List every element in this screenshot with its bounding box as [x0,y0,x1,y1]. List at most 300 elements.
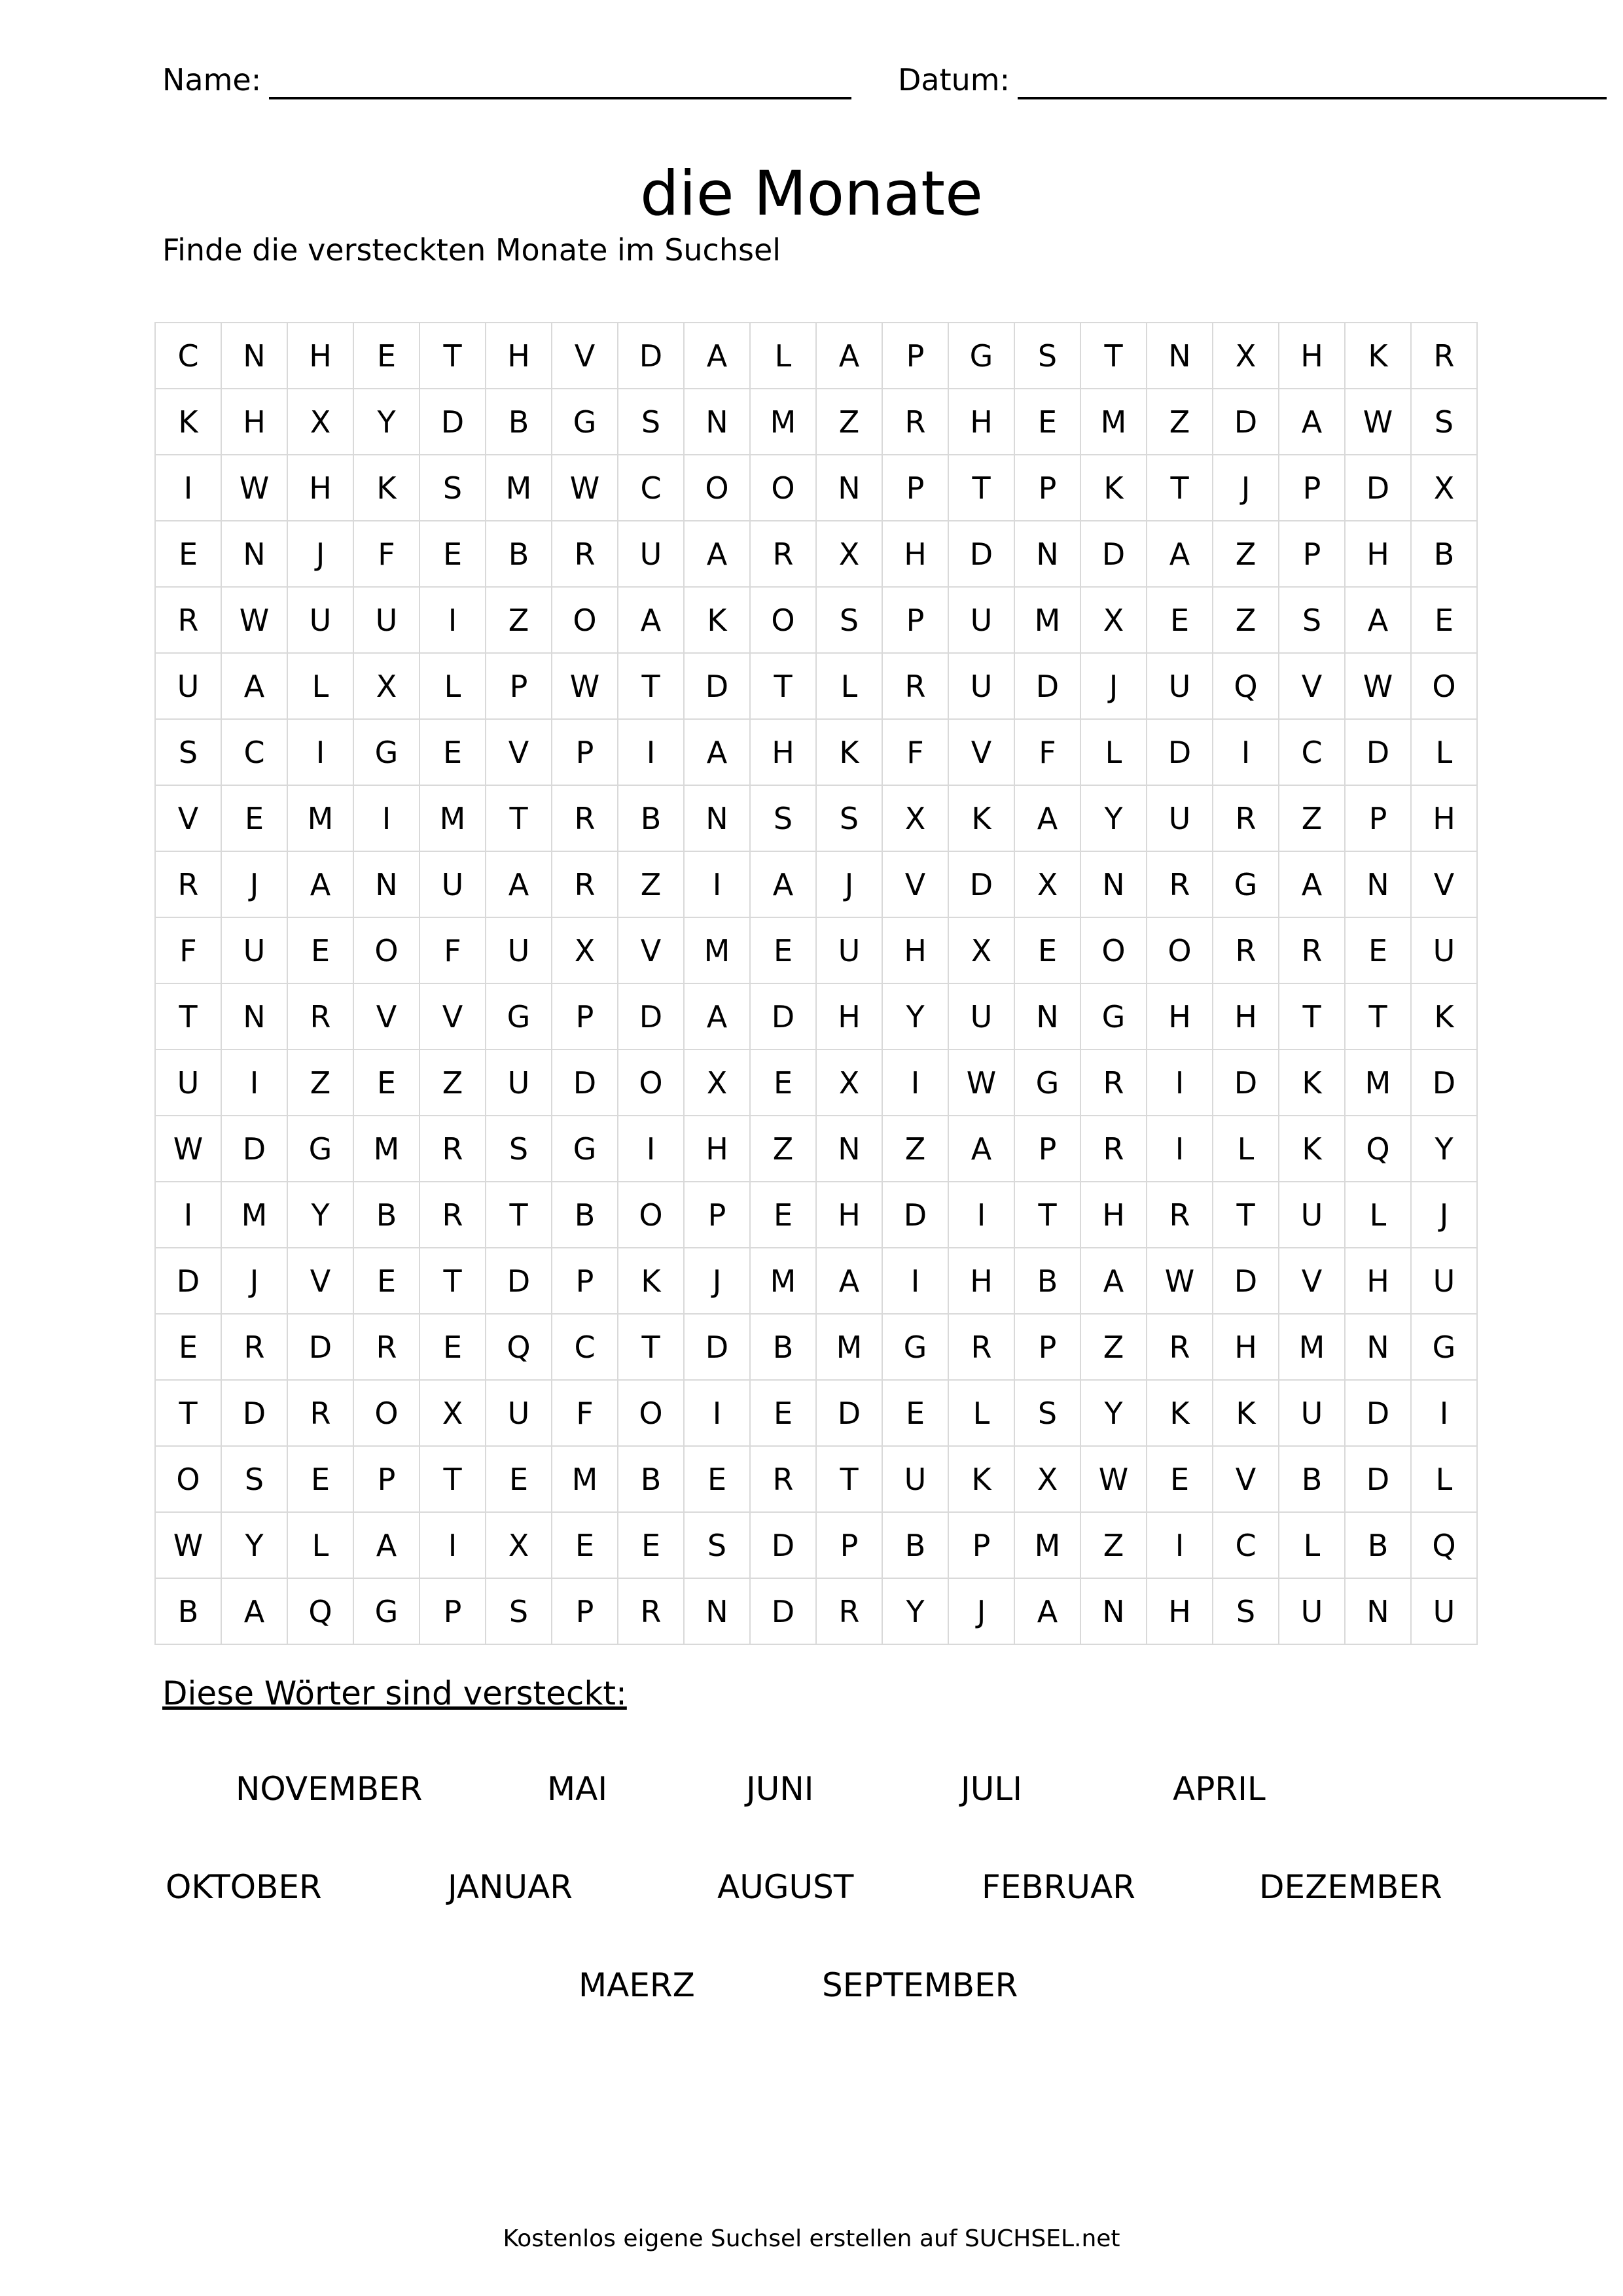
grid-cell[interactable]: A [221,1578,287,1644]
grid-cell[interactable]: N [1080,851,1147,917]
grid-cell[interactable]: U [221,917,287,983]
grid-cell[interactable]: Q [486,1314,552,1380]
grid-cell[interactable]: D [1345,719,1411,785]
grid-cell[interactable]: N [221,323,287,389]
grid-cell[interactable]: N [1147,323,1213,389]
grid-cell[interactable]: X [353,653,419,719]
grid-cell[interactable]: T [1213,1182,1279,1248]
grid-cell[interactable]: C [1279,719,1345,785]
grid-cell[interactable]: E [750,1380,816,1446]
grid-cell[interactable]: M [750,389,816,455]
grid-cell[interactable]: P [1014,1116,1080,1182]
grid-cell[interactable]: H [750,719,816,785]
grid-cell[interactable]: H [1213,1314,1279,1380]
grid-cell[interactable]: G [353,719,419,785]
grid-cell[interactable]: N [1345,1314,1411,1380]
grid-cell[interactable]: R [155,587,221,653]
grid-cell[interactable]: I [1213,719,1279,785]
grid-cell[interactable]: R [552,785,618,851]
grid-cell[interactable]: D [618,983,684,1050]
grid-cell[interactable]: P [882,455,948,521]
grid-cell[interactable]: K [1345,323,1411,389]
grid-cell[interactable]: S [155,719,221,785]
grid-cell[interactable]: L [287,1512,353,1578]
grid-cell[interactable]: E [486,1446,552,1512]
grid-cell[interactable]: E [419,1314,486,1380]
grid-cell[interactable]: H [816,983,882,1050]
grid-cell[interactable]: X [552,917,618,983]
grid-cell[interactable]: J [221,851,287,917]
grid-cell[interactable]: T [1014,1182,1080,1248]
grid-cell[interactable]: K [816,719,882,785]
grid-cell[interactable]: D [552,1050,618,1116]
grid-cell[interactable]: I [618,719,684,785]
grid-cell[interactable]: R [552,851,618,917]
grid-cell[interactable]: E [155,1314,221,1380]
grid-cell[interactable]: B [1411,521,1477,587]
grid-cell[interactable]: U [1411,1578,1477,1644]
grid-cell[interactable]: Y [882,1578,948,1644]
grid-cell[interactable]: L [1345,1182,1411,1248]
grid-cell[interactable]: D [816,1380,882,1446]
grid-cell[interactable]: T [1345,983,1411,1050]
grid-cell[interactable]: D [882,1182,948,1248]
grid-cell[interactable]: G [1411,1314,1477,1380]
grid-cell[interactable]: H [287,455,353,521]
grid-cell[interactable]: Z [486,587,552,653]
grid-cell[interactable]: I [155,455,221,521]
grid-cell[interactable]: K [948,785,1014,851]
grid-cell[interactable]: E [750,1182,816,1248]
grid-cell[interactable]: E [353,1050,419,1116]
grid-cell[interactable]: B [618,785,684,851]
grid-cell[interactable]: U [353,587,419,653]
grid-cell[interactable]: R [816,1578,882,1644]
grid-cell[interactable]: M [221,1182,287,1248]
grid-cell[interactable]: Z [1279,785,1345,851]
grid-cell[interactable]: W [155,1116,221,1182]
grid-cell[interactable]: E [1147,1446,1213,1512]
grid-cell[interactable]: H [287,323,353,389]
grid-cell[interactable]: W [221,455,287,521]
grid-cell[interactable]: S [1213,1578,1279,1644]
grid-cell[interactable]: W [1080,1446,1147,1512]
grid-cell[interactable]: J [287,521,353,587]
grid-cell[interactable]: S [816,785,882,851]
grid-cell[interactable]: W [155,1512,221,1578]
grid-cell[interactable]: X [684,1050,750,1116]
grid-cell[interactable]: E [552,1512,618,1578]
grid-cell[interactable]: R [948,1314,1014,1380]
grid-cell[interactable]: G [1213,851,1279,917]
grid-cell[interactable]: M [1345,1050,1411,1116]
grid-cell[interactable]: D [750,1578,816,1644]
grid-cell[interactable]: I [287,719,353,785]
grid-cell[interactable]: D [419,389,486,455]
grid-cell[interactable]: C [552,1314,618,1380]
grid-cell[interactable]: U [948,983,1014,1050]
grid-cell[interactable]: P [552,719,618,785]
grid-cell[interactable]: A [684,323,750,389]
grid-cell[interactable]: W [1345,653,1411,719]
grid-cell[interactable]: X [287,389,353,455]
grid-cell[interactable]: Z [287,1050,353,1116]
grid-cell[interactable]: A [684,983,750,1050]
grid-cell[interactable]: L [1411,1446,1477,1512]
grid-cell[interactable]: P [552,983,618,1050]
grid-cell[interactable]: D [1147,719,1213,785]
grid-cell[interactable]: U [948,587,1014,653]
grid-cell[interactable]: R [1411,323,1477,389]
grid-cell[interactable]: A [618,587,684,653]
grid-cell[interactable]: I [1411,1380,1477,1446]
grid-cell[interactable]: R [155,851,221,917]
grid-cell[interactable]: Y [1411,1116,1477,1182]
grid-cell[interactable]: T [948,455,1014,521]
grid-cell[interactable]: D [221,1116,287,1182]
grid-cell[interactable]: Z [1213,521,1279,587]
grid-cell[interactable]: A [221,653,287,719]
grid-cell[interactable]: H [1411,785,1477,851]
grid-cell[interactable]: P [882,323,948,389]
grid-cell[interactable]: S [816,587,882,653]
grid-cell[interactable]: M [816,1314,882,1380]
grid-cell[interactable]: N [1345,1578,1411,1644]
grid-cell[interactable]: S [419,455,486,521]
grid-cell[interactable]: M [1014,1512,1080,1578]
grid-cell[interactable]: D [750,983,816,1050]
grid-cell[interactable]: S [1014,1380,1080,1446]
grid-cell[interactable]: O [552,587,618,653]
grid-cell[interactable]: R [882,653,948,719]
grid-cell[interactable]: N [221,521,287,587]
grid-cell[interactable]: V [155,785,221,851]
grid-cell[interactable]: P [552,1248,618,1314]
grid-cell[interactable]: T [1147,455,1213,521]
grid-cell[interactable]: K [618,1248,684,1314]
grid-cell[interactable]: M [419,785,486,851]
grid-cell[interactable]: R [1080,1116,1147,1182]
grid-cell[interactable]: P [1279,455,1345,521]
grid-cell[interactable]: M [750,1248,816,1314]
grid-cell[interactable]: V [287,1248,353,1314]
grid-cell[interactable]: A [1147,521,1213,587]
grid-cell[interactable]: O [1147,917,1213,983]
grid-cell[interactable]: H [948,1248,1014,1314]
grid-cell[interactable]: M [486,455,552,521]
grid-cell[interactable]: J [684,1248,750,1314]
date-field[interactable] [898,60,1607,99]
grid-cell[interactable]: A [486,851,552,917]
grid-cell[interactable]: N [353,851,419,917]
grid-cell[interactable]: O [353,1380,419,1446]
grid-cell[interactable]: U [1147,653,1213,719]
grid-cell[interactable]: E [1345,917,1411,983]
grid-cell[interactable]: M [287,785,353,851]
grid-cell[interactable]: C [221,719,287,785]
grid-cell[interactable]: A [1014,1578,1080,1644]
grid-cell[interactable]: K [353,455,419,521]
grid-cell[interactable]: K [1147,1380,1213,1446]
grid-cell[interactable]: I [1147,1512,1213,1578]
grid-cell[interactable]: U [1411,917,1477,983]
grid-cell[interactable]: K [684,587,750,653]
grid-cell[interactable]: Y [287,1182,353,1248]
grid-cell[interactable]: I [882,1248,948,1314]
grid-cell[interactable]: T [618,653,684,719]
grid-cell[interactable]: R [1147,1314,1213,1380]
grid-cell[interactable]: H [1345,1248,1411,1314]
grid-cell[interactable]: I [353,785,419,851]
grid-cell[interactable]: A [353,1512,419,1578]
grid-cell[interactable]: N [221,983,287,1050]
grid-cell[interactable]: I [618,1116,684,1182]
grid-cell[interactable]: P [486,653,552,719]
grid-cell[interactable]: U [287,587,353,653]
grid-cell[interactable]: B [618,1446,684,1512]
grid-cell[interactable]: I [1147,1050,1213,1116]
grid-cell[interactable]: D [948,521,1014,587]
grid-cell[interactable]: L [1279,1512,1345,1578]
grid-cell[interactable]: S [486,1116,552,1182]
grid-cell[interactable]: Z [816,389,882,455]
grid-cell[interactable]: O [750,587,816,653]
grid-cell[interactable]: M [1279,1314,1345,1380]
grid-cell[interactable]: N [1014,521,1080,587]
grid-cell[interactable]: E [882,1380,948,1446]
grid-cell[interactable]: M [353,1116,419,1182]
grid-cell[interactable]: O [353,917,419,983]
grid-cell[interactable]: U [486,1380,552,1446]
grid-cell[interactable]: L [750,323,816,389]
grid-cell[interactable]: E [155,521,221,587]
grid-cell[interactable]: E [287,1446,353,1512]
grid-cell[interactable]: X [816,1050,882,1116]
grid-cell[interactable]: E [750,917,816,983]
grid-cell[interactable]: J [1080,653,1147,719]
grid-cell[interactable]: X [816,521,882,587]
grid-cell[interactable]: D [618,323,684,389]
grid-cell[interactable]: G [552,1116,618,1182]
grid-cell[interactable]: X [882,785,948,851]
grid-cell[interactable]: P [882,587,948,653]
grid-cell[interactable]: O [155,1446,221,1512]
grid-cell[interactable]: V [552,323,618,389]
grid-cell[interactable]: C [155,323,221,389]
grid-cell[interactable]: A [1014,785,1080,851]
grid-cell[interactable]: I [155,1182,221,1248]
grid-cell[interactable]: A [750,851,816,917]
grid-cell[interactable]: U [1147,785,1213,851]
grid-cell[interactable]: F [882,719,948,785]
grid-cell[interactable]: P [353,1446,419,1512]
grid-cell[interactable]: I [684,851,750,917]
grid-cell[interactable]: E [618,1512,684,1578]
grid-cell[interactable]: N [684,389,750,455]
grid-cell[interactable]: H [1147,1578,1213,1644]
grid-cell[interactable]: F [353,521,419,587]
grid-cell[interactable]: A [816,323,882,389]
grid-cell[interactable]: V [1279,653,1345,719]
grid-cell[interactable]: H [486,323,552,389]
grid-cell[interactable]: D [221,1380,287,1446]
grid-cell[interactable]: L [816,653,882,719]
grid-cell[interactable]: V [1411,851,1477,917]
grid-cell[interactable]: D [1345,1446,1411,1512]
grid-cell[interactable]: S [750,785,816,851]
grid-cell[interactable]: H [221,389,287,455]
grid-cell[interactable]: B [486,389,552,455]
grid-cell[interactable]: N [1345,851,1411,917]
grid-cell[interactable]: D [486,1248,552,1314]
grid-cell[interactable]: W [552,455,618,521]
name-line[interactable] [269,64,851,99]
grid-cell[interactable]: U [816,917,882,983]
grid-cell[interactable]: U [419,851,486,917]
grid-cell[interactable]: R [419,1116,486,1182]
grid-cell[interactable]: N [1014,983,1080,1050]
grid-cell[interactable]: T [419,323,486,389]
grid-cell[interactable]: R [750,1446,816,1512]
grid-cell[interactable]: A [1279,389,1345,455]
grid-cell[interactable]: A [1345,587,1411,653]
grid-cell[interactable]: E [419,719,486,785]
grid-cell[interactable]: U [618,521,684,587]
grid-cell[interactable]: O [1411,653,1477,719]
grid-cell[interactable]: C [618,455,684,521]
name-field[interactable] [162,60,851,99]
grid-cell[interactable]: O [750,455,816,521]
grid-cell[interactable]: U [486,1050,552,1116]
grid-cell[interactable]: S [221,1446,287,1512]
grid-cell[interactable]: D [684,653,750,719]
grid-cell[interactable]: T [750,653,816,719]
grid-cell[interactable]: R [287,1380,353,1446]
grid-cell[interactable]: L [1213,1116,1279,1182]
grid-cell[interactable]: N [684,1578,750,1644]
grid-cell[interactable]: I [948,1182,1014,1248]
grid-cell[interactable]: R [882,389,948,455]
grid-cell[interactable]: O [1080,917,1147,983]
grid-cell[interactable]: J [816,851,882,917]
grid-cell[interactable]: P [552,1578,618,1644]
grid-cell[interactable]: L [948,1380,1014,1446]
grid-cell[interactable]: X [1213,323,1279,389]
grid-cell[interactable]: S [618,389,684,455]
grid-cell[interactable]: D [684,1314,750,1380]
grid-cell[interactable]: X [486,1512,552,1578]
grid-cell[interactable]: B [882,1512,948,1578]
grid-cell[interactable]: B [1014,1248,1080,1314]
grid-cell[interactable]: R [419,1182,486,1248]
grid-cell[interactable]: R [750,521,816,587]
grid-cell[interactable]: E [1014,389,1080,455]
grid-cell[interactable]: D [1213,389,1279,455]
grid-cell[interactable]: R [1213,917,1279,983]
grid-cell[interactable]: X [948,917,1014,983]
grid-cell[interactable]: F [419,917,486,983]
grid-cell[interactable]: M [1080,389,1147,455]
grid-cell[interactable]: V [486,719,552,785]
grid-cell[interactable]: P [1279,521,1345,587]
grid-cell[interactable]: D [1411,1050,1477,1116]
grid-cell[interactable]: L [1411,719,1477,785]
grid-cell[interactable]: P [816,1512,882,1578]
grid-cell[interactable]: V [1213,1446,1279,1512]
grid-cell[interactable]: Q [287,1578,353,1644]
grid-cell[interactable]: P [419,1578,486,1644]
grid-cell[interactable]: S [1014,323,1080,389]
grid-cell[interactable]: V [618,917,684,983]
grid-cell[interactable]: K [1411,983,1477,1050]
grid-cell[interactable]: J [221,1248,287,1314]
grid-cell[interactable]: S [486,1578,552,1644]
grid-cell[interactable]: T [1279,983,1345,1050]
grid-cell[interactable]: T [155,983,221,1050]
grid-cell[interactable]: V [353,983,419,1050]
grid-cell[interactable]: A [1279,851,1345,917]
grid-cell[interactable]: I [684,1380,750,1446]
grid-cell[interactable]: L [1080,719,1147,785]
grid-cell[interactable]: H [882,917,948,983]
grid-cell[interactable]: K [1279,1050,1345,1116]
grid-cell[interactable]: R [353,1314,419,1380]
grid-cell[interactable]: Z [750,1116,816,1182]
grid-cell[interactable]: H [1345,521,1411,587]
grid-cell[interactable]: V [1279,1248,1345,1314]
grid-cell[interactable]: V [882,851,948,917]
grid-cell[interactable]: U [155,653,221,719]
grid-cell[interactable]: R [1147,851,1213,917]
grid-cell[interactable]: U [882,1446,948,1512]
grid-cell[interactable]: E [750,1050,816,1116]
grid-cell[interactable]: D [948,851,1014,917]
grid-cell[interactable]: H [948,389,1014,455]
grid-cell[interactable]: X [1080,587,1147,653]
grid-cell[interactable]: D [1014,653,1080,719]
grid-cell[interactable]: H [882,521,948,587]
grid-cell[interactable]: T [419,1446,486,1512]
grid-cell[interactable]: X [419,1380,486,1446]
grid-cell[interactable]: C [1213,1512,1279,1578]
grid-cell[interactable]: J [1213,455,1279,521]
grid-cell[interactable]: G [948,323,1014,389]
grid-cell[interactable]: K [1080,455,1147,521]
grid-cell[interactable]: R [287,983,353,1050]
grid-cell[interactable]: J [948,1578,1014,1644]
grid-cell[interactable]: E [1411,587,1477,653]
grid-cell[interactable]: T [419,1248,486,1314]
grid-cell[interactable]: P [1014,455,1080,521]
grid-cell[interactable]: P [684,1182,750,1248]
grid-cell[interactable]: P [1345,785,1411,851]
grid-cell[interactable]: T [618,1314,684,1380]
grid-cell[interactable]: X [1411,455,1477,521]
grid-cell[interactable]: E [353,1248,419,1314]
grid-cell[interactable]: K [1213,1380,1279,1446]
grid-cell[interactable]: R [1279,917,1345,983]
grid-cell[interactable]: Y [221,1512,287,1578]
grid-cell[interactable]: D [1080,521,1147,587]
grid-cell[interactable]: O [618,1182,684,1248]
grid-cell[interactable]: W [221,587,287,653]
grid-cell[interactable]: W [1147,1248,1213,1314]
grid-cell[interactable]: H [684,1116,750,1182]
grid-cell[interactable]: R [1213,785,1279,851]
grid-cell[interactable]: M [684,917,750,983]
grid-cell[interactable]: H [1080,1182,1147,1248]
grid-cell[interactable]: K [155,389,221,455]
